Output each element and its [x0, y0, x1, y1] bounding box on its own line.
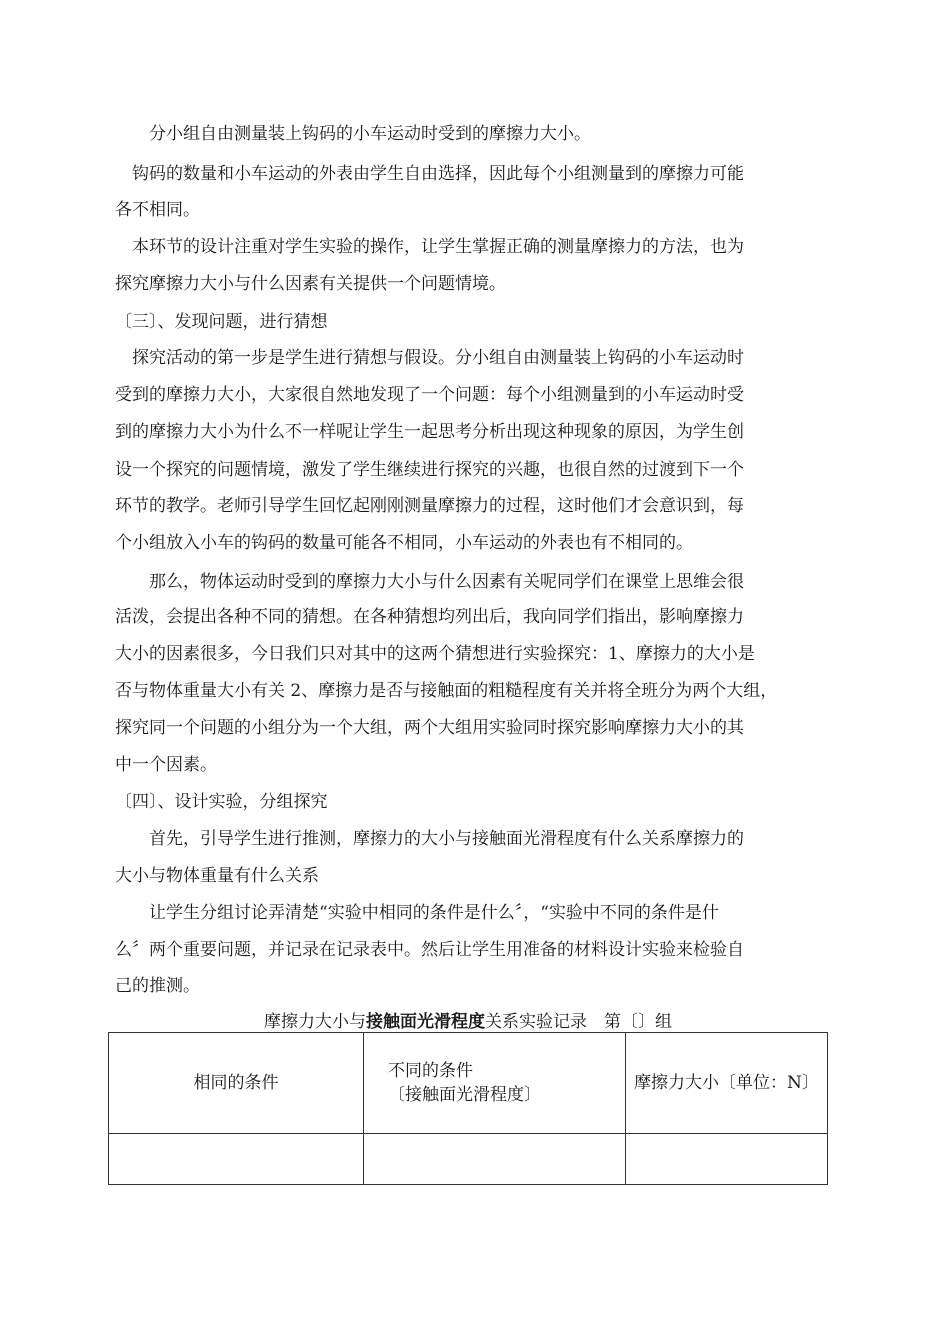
- section-heading: 〔三〕、发现问题，进行猜想: [115, 312, 328, 332]
- paragraph-line: 大小的因素很多，今日我们只对其中的这两个猜想进行实验探究：1、摩擦力的大小是: [115, 644, 755, 664]
- paragraph-line: 到的摩擦力大小为什么不一样呢让学生一起思考分析出现这种现象的原因，为学生创: [115, 422, 744, 442]
- paragraph-line: 否与物体重量大小有关 2、摩擦力是否与接触面的粗糙程度有关并将全班分为两个大组，: [115, 681, 778, 701]
- paragraph-line: 大小与物体重量有什么关系: [115, 866, 319, 886]
- header-friction-size: 摩擦力大小〔单位：N〕: [626, 1033, 828, 1134]
- paragraph-line: 么〞两个重要问题，并记录在记录表中。然后让学生用准备的材料设计实验来检验自: [115, 940, 744, 960]
- table-cell[interactable]: [364, 1134, 626, 1185]
- header-different-condition-line2: 〔接触面光滑程度〕: [388, 1085, 541, 1105]
- table-cell[interactable]: [626, 1134, 828, 1185]
- header-same-condition: 相同的条件: [109, 1033, 364, 1134]
- table-row: [109, 1134, 828, 1185]
- paragraph-line: 受到的摩擦力大小，大家很自然地发现了一个问题：每个小组测量到的小车运动时受: [115, 385, 744, 405]
- header-different-condition: [364, 1033, 626, 1134]
- paragraph-line: 探究摩擦力大小与什么因素有关提供一个问题情境。: [115, 274, 506, 294]
- paragraph-line: 环节的教学。老师引导学生回忆起刚刚测量摩擦力的过程，这时他们才会意识到，每: [115, 496, 744, 516]
- paragraph-line: 首先，引导学生进行推测，摩擦力的大小与接触面光滑程度有什么关系摩擦力的: [115, 829, 744, 849]
- paragraph-line: 探究同一个问题的小组分为一个大组，两个大组用实验同时探究影响摩擦力大小的其: [115, 718, 744, 738]
- caption-text: 摩擦力大小与: [264, 1012, 366, 1032]
- paragraph-line: 己的推测。: [115, 976, 200, 996]
- paragraph-line: 分小组自由测量装上钩码的小车运动时受到的摩擦力大小。: [115, 124, 591, 144]
- paragraph-line: 中一个因素。: [115, 755, 217, 775]
- paragraph-line: 活泼，会提出各种不同的猜想。在各种猜想均列出后，我向同学们指出，影响摩擦力: [115, 607, 744, 627]
- experiment-record-table: [108, 1032, 828, 1185]
- paragraph-line: 个小组放入小车的钩码的数量可能各不相同，小车运动的外表也有不相同的。: [115, 533, 693, 553]
- paragraph-line: 那么，物体运动时受到的摩擦力大小与什么因素有关呢同学们在课堂上思维会很: [115, 572, 744, 592]
- header-different-condition-line1: 不同的条件: [388, 1061, 473, 1081]
- paragraph-line: 钩码的数量和小车运动的外表由学生自由选择，因此每个小组测量到的摩擦力可能: [115, 164, 744, 184]
- paragraph-line: 各不相同。: [115, 200, 200, 220]
- table-cell[interactable]: [109, 1134, 364, 1185]
- caption-text: 关系实验记录 第〔〕组: [485, 1012, 672, 1032]
- paragraph-line: 设一个探究的问题情境，激发了学生继续进行探究的兴趣，也很自然的过渡到下一个: [115, 460, 744, 480]
- paragraph-line: 探究活动的第一步是学生进行猜想与假设。分小组自由测量装上钩码的小车运动时: [115, 348, 744, 368]
- table-header-row: [109, 1033, 828, 1134]
- paragraph-line: 让学生分组讨论弄清楚“实验中相同的条件是什么〞，“实验中不同的条件是什: [115, 903, 719, 923]
- caption-bold-text: 接触面光滑程度: [366, 1012, 485, 1032]
- section-heading: 〔四〕、设计实验，分组探究: [115, 792, 328, 812]
- table-caption: [108, 1010, 828, 1034]
- paragraph-line: 本环节的设计注重对学生实验的操作，让学生掌握正确的测量摩擦力的方法，也为: [115, 237, 744, 257]
